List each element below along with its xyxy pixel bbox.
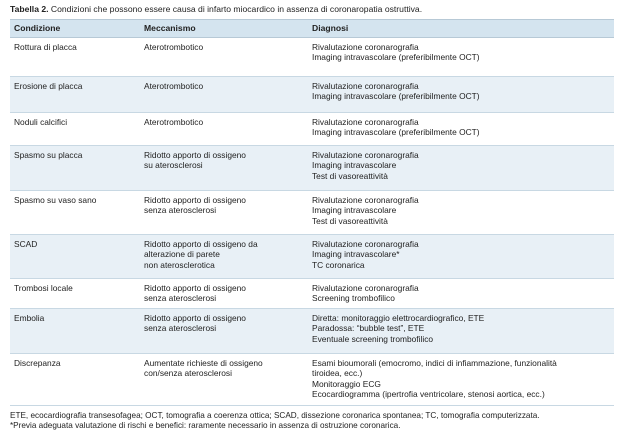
cell-mechanism-line: senza aterosclerosi (144, 205, 217, 216)
table-row (10, 112, 614, 145)
cell-condition (10, 278, 140, 308)
cell-diagnosis-line: Imaging intravascolare (312, 205, 397, 216)
table-header-row (10, 20, 614, 38)
table-row (10, 234, 614, 278)
cell-condition-line: Spasmo su placca (14, 149, 83, 160)
cell-diagnosis (308, 190, 614, 234)
cell-condition-line: Rottura di placca (14, 41, 77, 52)
table-row (10, 76, 614, 112)
cell-diagnosis-line: Rivalutazione coronarografia (312, 116, 419, 127)
cell-condition (10, 112, 140, 145)
cell-diagnosis-line: Imaging intravascolare (preferibilmente OCT) (312, 52, 480, 63)
cell-diagnosis-line: Rivalutazione coronarografia (312, 282, 419, 293)
cell-condition-line: Embolia (14, 312, 45, 323)
cell-mechanism-line: con/senza aterosclerosi (144, 368, 232, 379)
cell-diagnosis (308, 112, 614, 145)
table-row (10, 145, 614, 190)
cell-mechanism (140, 353, 308, 405)
cell-condition-line: Spasmo su vaso sano (14, 194, 97, 205)
cell-mechanism-line: Ridotto apporto di ossigeno (144, 194, 246, 205)
cell-condition (10, 76, 140, 112)
cell-diagnosis-line: Screening trombofilico (312, 293, 395, 304)
table-row (10, 353, 614, 405)
cell-mechanism-line: Ridotto apporto di ossigeno da (144, 238, 258, 249)
cell-mechanism-line: alterazione di parete (144, 249, 220, 260)
cell-diagnosis-line: Imaging intravascolare (312, 160, 397, 171)
cell-mechanism (140, 308, 308, 353)
header-meccanismo: Meccanismo (140, 20, 308, 38)
cell-diagnosis-line: Rivalutazione coronarografia (312, 41, 419, 52)
cell-diagnosis-line: Imaging intravascolare* (312, 249, 400, 260)
cell-mechanism-line: Ridotto apporto di ossigeno (144, 282, 246, 293)
cell-mechanism-line: Ridotto apporto di ossigeno (144, 149, 246, 160)
cell-condition-line: Discrepanza (14, 357, 61, 368)
header-condizione: Condizione (10, 20, 140, 38)
cell-condition-line: Noduli calcifici (14, 116, 68, 127)
cell-diagnosis-line: Rivalutazione coronarografia (312, 149, 419, 160)
cell-diagnosis (308, 278, 614, 308)
cell-diagnosis-line: Test di vasoreattività (312, 170, 388, 181)
table-row (10, 308, 614, 353)
cell-mechanism-line: Aterotrombotico (144, 80, 204, 91)
conditions-table (10, 19, 614, 406)
cell-diagnosis (308, 234, 614, 278)
cell-mechanism-line: Ridotto apporto di ossigeno (144, 312, 246, 323)
cell-mechanism (140, 145, 308, 190)
cell-diagnosis-line: Paradossa: “bubble test”, ETE (312, 323, 425, 334)
cell-diagnosis-line: Test di vasoreattività (312, 215, 388, 226)
header-diagnosi: Diagnosi (308, 20, 614, 38)
cell-condition (10, 353, 140, 405)
cell-diagnosis-line: Ecocardiogramma (ipertrofia ventricolare, stenosi aortica, ecc.) (312, 389, 545, 400)
cell-condition (10, 145, 140, 190)
footnote-abbreviations: ETE, ecocardiografia transesofagea; OCT, tomografia a coerenza ottica; SCAD, dissezione coronarica spontanea; TC, tomografia computerizzata. (10, 410, 540, 420)
cell-diagnosis-line: Imaging intravascolare (preferibilmente OCT) (312, 127, 480, 138)
cell-diagnosis-line: TC coronarica (312, 259, 365, 270)
footnote-asterisk: *Previa adeguata valutazione di rischi e benefici: raramente necessario in assenza di ostruzione coronarica. (10, 421, 401, 430)
cell-diagnosis-line: Esami bioumorali (emocromo, indici di infiammazione, funzionalità (312, 357, 557, 368)
cell-mechanism (140, 234, 308, 278)
cell-mechanism-line: Aterotrombotico (144, 116, 204, 127)
cell-condition (10, 234, 140, 278)
cell-mechanism-line: non aterosclerotica (144, 259, 215, 270)
table-caption (10, 4, 614, 15)
cell-diagnosis-line: Monitoraggio ECG (312, 378, 381, 389)
cell-mechanism (140, 37, 308, 76)
cell-condition-line: Erosione di placca (14, 80, 83, 91)
cell-mechanism (140, 278, 308, 308)
cell-mechanism (140, 76, 308, 112)
cell-diagnosis (308, 308, 614, 353)
cell-diagnosis-line: Rivalutazione coronarografia (312, 238, 419, 249)
cell-condition (10, 37, 140, 76)
cell-diagnosis-line: Diretta: monitoraggio elettrocardiografico, ETE (312, 312, 485, 323)
cell-mechanism (140, 190, 308, 234)
table-row (10, 37, 614, 76)
cell-condition-line: SCAD (14, 238, 38, 249)
table-row (10, 278, 614, 308)
cell-condition (10, 308, 140, 353)
cell-diagnosis (308, 353, 614, 405)
table-row (10, 190, 614, 234)
table-body (10, 37, 614, 405)
cell-mechanism-line: su aterosclerosi (144, 160, 203, 171)
cell-diagnosis (308, 145, 614, 190)
cell-mechanism-line: senza aterosclerosi (144, 323, 217, 334)
table-caption-label: Tabella 2. (10, 4, 49, 14)
cell-mechanism-line: senza aterosclerosi (144, 293, 217, 304)
cell-mechanism (140, 112, 308, 145)
cell-mechanism-line: Aumentate richieste di ossigeno (144, 357, 263, 368)
cell-diagnosis-line: Rivalutazione coronarografia (312, 194, 419, 205)
cell-condition (10, 190, 140, 234)
table-caption-text: Condizioni che possono essere causa di infarto miocardico in assenza di coronaropatia ostruttiva. (48, 4, 423, 14)
cell-diagnosis-line: Rivalutazione coronarografia (312, 80, 419, 91)
cell-diagnosis-line: tiroidea, ecc.) (312, 368, 363, 379)
cell-diagnosis-line: Eventuale screening trombofilico (312, 333, 434, 344)
cell-diagnosis (308, 76, 614, 112)
cell-diagnosis-line: Imaging intravascolare (preferibilmente OCT) (312, 91, 480, 102)
cell-condition-line: Trombosi locale (14, 282, 73, 293)
cell-diagnosis (308, 37, 614, 76)
cell-mechanism-line: Aterotrombotico (144, 41, 204, 52)
table-footnotes (10, 411, 614, 431)
